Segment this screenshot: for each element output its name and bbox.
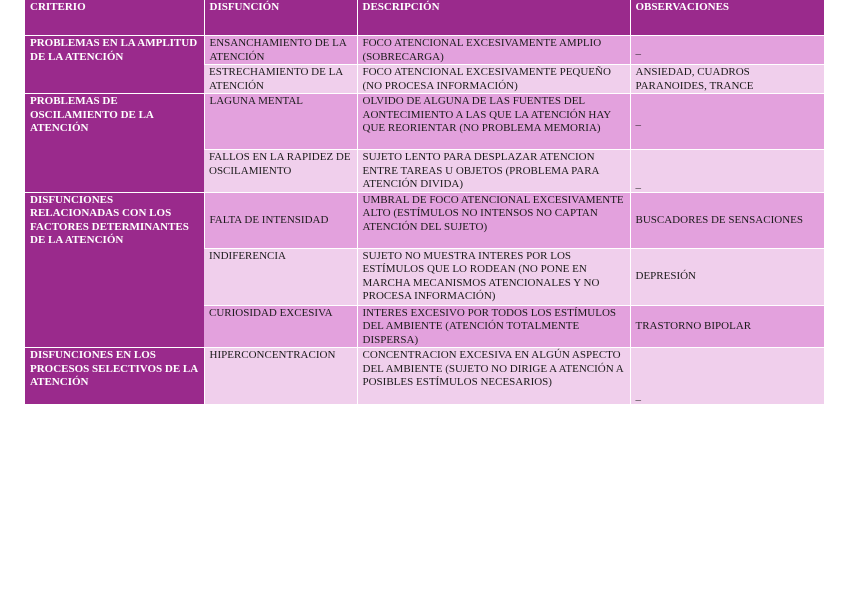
header-criterio: CRITERIO: [25, 0, 204, 36]
observaciones-cell: _: [630, 94, 824, 150]
table-row: [25, 94, 824, 150]
disfuncion-cell: HIPERCONCENTRACION: [204, 348, 357, 404]
observaciones-cell: DEPRESIÓN: [630, 248, 824, 305]
criterio-cell: PROBLEMAS EN LA AMPLITUD DE LA ATENCIÓN: [25, 36, 204, 94]
observaciones-cell: BUSCADORES DE SENSACIONES: [630, 192, 824, 248]
table-row: [25, 192, 824, 248]
disfuncion-cell: FALLOS EN LA RAPIDEZ DE OSCILAMIENTO: [204, 150, 357, 193]
descripcion-cell: FOCO ATENCIONAL EXCESIVAMENTE PEQUEÑO (NO PROCESA INFORMACIÓN): [357, 65, 630, 94]
descripcion-cell: UMBRAL DE FOCO ATENCIONAL EXCESIVAMENTE ALTO (ESTÍMULOS NO INTENSOS NO CAPTAN ATENCIÓN DEL SUJETO): [357, 192, 630, 248]
observaciones-cell: _: [630, 150, 824, 193]
descripcion-cell: SUJETO LENTO PARA DESPLAZAR ATENCION ENTRE TAREAS U OBJETOS (PROBLEMA PARA ATENCIÓN DIVIDA): [357, 150, 630, 193]
attention-disorders-table: [25, 0, 824, 404]
disfuncion-cell: CURIOSIDAD EXCESIVA: [204, 305, 357, 348]
descripcion-cell: FOCO ATENCIONAL EXCESIVAMENTE AMPLIO (SOBRECARGA): [357, 36, 630, 65]
disfuncion-cell: INDIFERENCIA: [204, 248, 357, 305]
descripcion-cell: INTERES EXCESIVO POR TODOS LOS ESTÍMULOS DEL AMBIENTE (ATENCIÓN TOTALMENTE DISPERSA): [357, 305, 630, 348]
observaciones-cell: _: [630, 36, 824, 65]
header-observaciones: OBSERVACIONES: [630, 0, 824, 36]
header-disfuncion: DISFUNCIÓN: [204, 0, 357, 36]
header-row: [25, 0, 824, 36]
disfuncion-cell: ENSANCHAMIENTO DE LA ATENCIÓN: [204, 36, 357, 65]
criterio-cell: DISFUNCIONES EN LOS PROCESOS SELECTIVOS DE LA ATENCIÓN: [25, 348, 204, 404]
disfuncion-cell: LAGUNA MENTAL: [204, 94, 357, 150]
observaciones-cell: ANSIEDAD, CUADROS PARANOIDES, TRANCE: [630, 65, 824, 94]
observaciones-cell: _: [630, 348, 824, 404]
descripcion-cell: OLVIDO DE ALGUNA DE LAS FUENTES DEL AONTECIMIENTO A LAS QUE LA ATENCIÓN HAY QUE REORIENTAR (NO PROBLEMA MEMORIA): [357, 94, 630, 150]
disfuncion-cell: FALTA DE INTENSIDAD: [204, 192, 357, 248]
disfuncion-cell: ESTRECHAMIENTO DE LA ATENCIÓN: [204, 65, 357, 94]
descripcion-cell: CONCENTRACION EXCESIVA EN ALGÚN ASPECTO DEL AMBIENTE (SUJETO NO DIRIGE A ATENCIÓN A POSIBLES ESTÍMULOS NECESARIOS): [357, 348, 630, 404]
table-row: [25, 348, 824, 404]
table-row: [25, 36, 824, 65]
criterio-cell: DISFUNCIONES RELACIONADAS CON LOS FACTORES DETERMINANTES DE LA ATENCIÓN: [25, 192, 204, 348]
descripcion-cell: SUJETO NO MUESTRA INTERES POR LOS ESTÍMULOS QUE LO RODEAN (NO PONE EN MARCHA MECANISMOS ATENCIONALES Y NO PROCESA INFORMACIÓN): [357, 248, 630, 305]
criterio-cell: PROBLEMAS DE OSCILAMIENTO DE LA ATENCIÓN: [25, 94, 204, 193]
header-descripcion: DESCRIPCIÓN: [357, 0, 630, 36]
observaciones-cell: TRASTORNO BIPOLAR: [630, 305, 824, 348]
